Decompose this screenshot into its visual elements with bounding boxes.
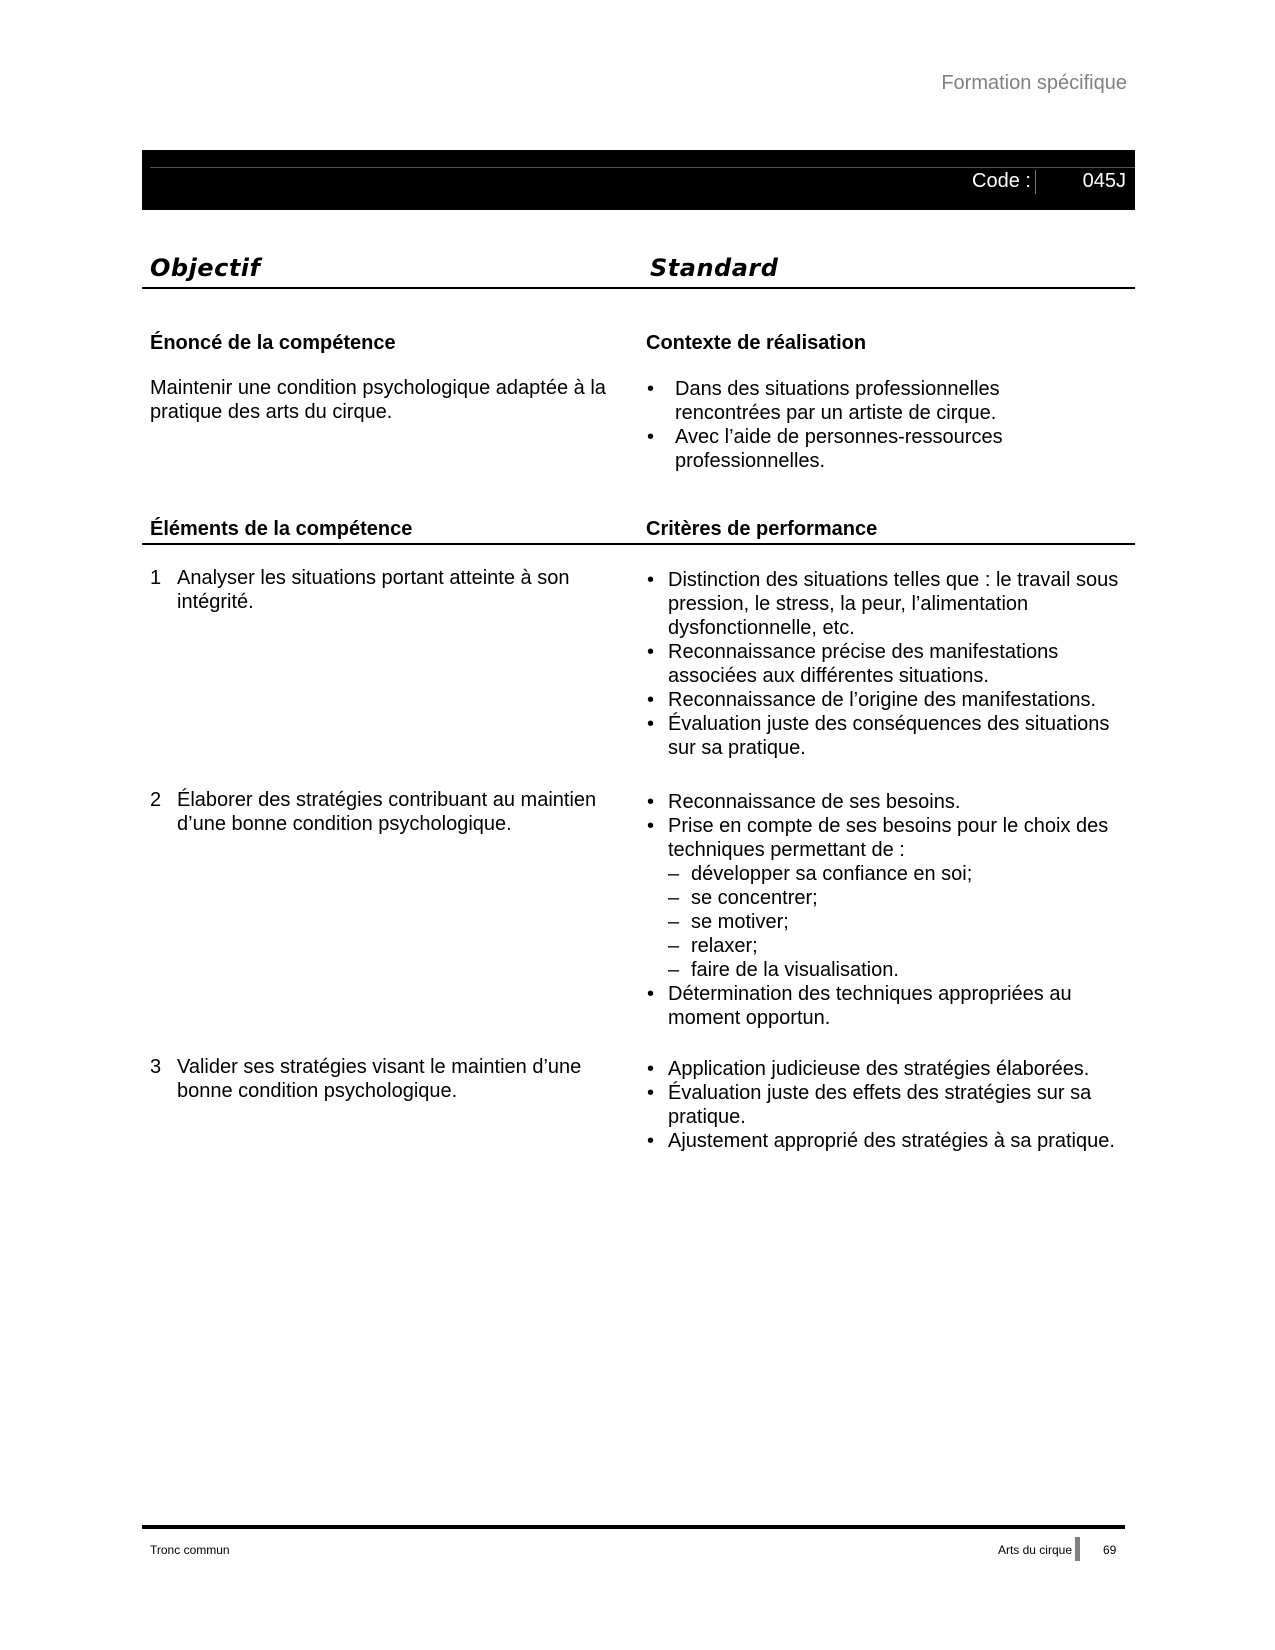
element-number: 2 [150,789,162,811]
element-text: Analyser les situations portant atteinte à son intégrité. [177,567,570,613]
section-rule [142,543,1135,545]
criterion: • Application judicieuse des stratégies élaborées. [646,1057,1126,1081]
technique-list [668,862,1126,982]
enonce-title: Énoncé de la compétence [150,332,396,354]
criteres-title: Critères de performance [646,518,878,540]
code-bar [142,150,1135,210]
footer-title: Arts du cirque [997,1543,1072,1557]
elements-title: Éléments de la compétence [150,518,413,540]
code-separator [1035,170,1036,194]
criterion: • Détermination des techniques appropriées au moment opportun. [646,982,1126,1030]
standard-heading: Standard [650,254,779,282]
technique-item: – relaxer; [668,934,1126,958]
technique-item: – faire de la visualisation. [668,958,1126,982]
element-text: Valider ses stratégies visant le maintien d’une bonne condition psychologique. [177,1056,582,1102]
criterion: • Reconnaissance de l’origine des manifestations. [646,688,1126,712]
footer-divider [1075,1537,1080,1561]
criterion: • Ajustement approprié des stratégies à sa pratique. [646,1129,1126,1153]
enonce-text: Maintenir une condition psychologique adaptée à la pratique des arts du cirque. [150,377,606,423]
objectif-heading: Objectif [150,254,261,282]
element-number: 1 [150,567,162,589]
heading-rule [142,287,1135,289]
criteria-list-3 [646,1057,1126,1153]
page-number: 69 [1103,1543,1117,1557]
criteria-list-1 [646,568,1126,760]
contexte-item: • Avec l’aide de personnes-ressources professionnelles. [646,425,1046,473]
code-bar-line [150,167,1135,168]
criterion: • Reconnaissance précise des manifestations associées aux différentes situations. [646,640,1126,688]
criterion: • Évaluation juste des conséquences des situations sur sa pratique. [646,712,1126,760]
criterion: • Évaluation juste des effets des stratégies sur sa pratique. [646,1081,1126,1129]
criterion-text: Prise en compte de ses besoins pour le choix des techniques permettant de : [668,815,1109,861]
code-label: Code : [972,170,1031,192]
technique-item: – développer sa confiance en soi; [668,862,1126,886]
contexte-title: Contexte de réalisation [646,332,867,354]
technique-item: – se motiver; [668,910,1126,934]
footer-rule [142,1525,1125,1529]
contexte-item: • Dans des situations professionnelles rencontrées par un artiste de cirque. [646,377,1046,425]
technique-item: – se concentrer; [668,886,1126,910]
criteria-list-2 [646,790,1126,1030]
element-text: Élaborer des stratégies contribuant au maintien d’une bonne condition psychologique. [177,789,597,835]
section-label: Formation spécifique [941,72,1127,94]
criterion: • Distinction des situations telles que : le travail sous pression, le stress, la peur, l’alimentation dysfonctionnelle, etc. [646,568,1126,640]
contexte-list [646,377,1046,473]
criterion-with-subitems [646,814,1126,982]
code-value: 045J [1082,170,1126,192]
criterion: • Reconnaissance de ses besoins. [646,790,1126,814]
footer-left: Tronc commun [150,1543,230,1557]
element-number: 3 [150,1056,162,1078]
